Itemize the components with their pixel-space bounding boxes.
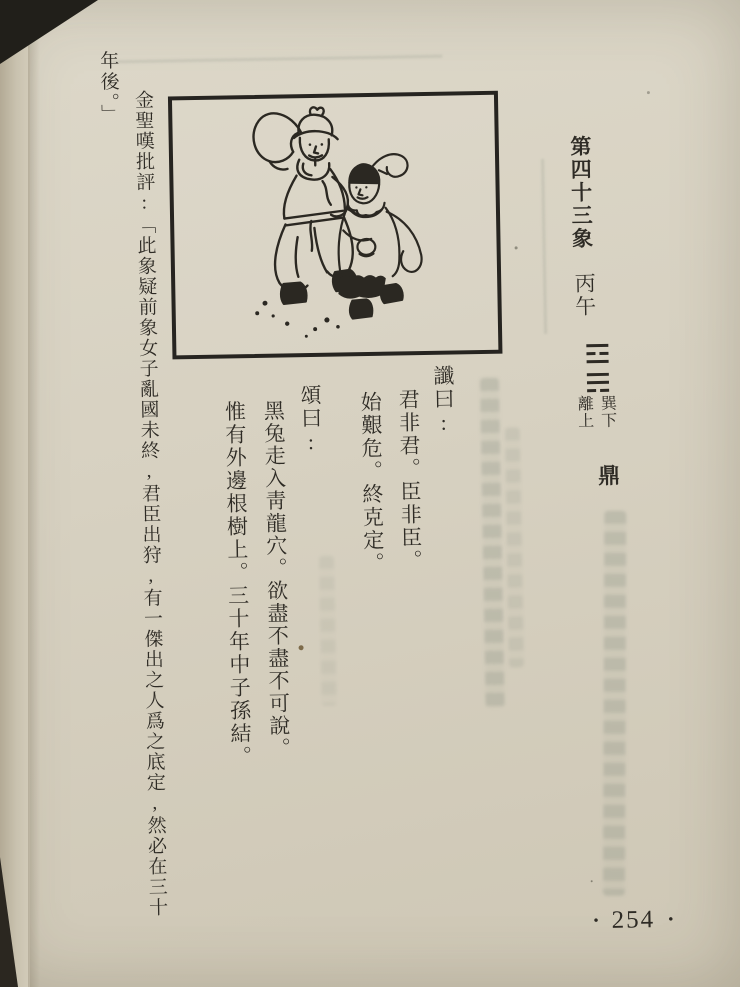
hexagram-line-solid bbox=[587, 373, 609, 376]
bleed-through-line bbox=[541, 159, 547, 334]
man-figure bbox=[253, 107, 358, 305]
page-number: 254 bbox=[611, 906, 656, 934]
paper-stain bbox=[591, 880, 593, 882]
song-verse-line: 惟有外邊根樹上。三十年中子孫結。 bbox=[222, 400, 253, 769]
page-number-row bbox=[593, 905, 674, 936]
hexagram-line-solid bbox=[587, 381, 609, 384]
chapter-title: 第四十三象 bbox=[567, 135, 594, 251]
hexagram-line-broken bbox=[586, 352, 608, 355]
chan-section-label: 讖曰: bbox=[430, 364, 456, 437]
commentary-continuation: 年後。」 bbox=[97, 50, 120, 126]
commentary-text: 金聖嘆批評:「此象疑前象女子亂國未終,君臣出狩,有一傑出之人爲之底定,然必在三十 bbox=[131, 89, 168, 918]
chan-verse-line: 始艱危。終克定。 bbox=[358, 390, 386, 576]
bleed-through-text bbox=[603, 511, 626, 896]
page-number-dot: • bbox=[667, 911, 674, 928]
paper-stain bbox=[647, 91, 650, 94]
bleed-through-text bbox=[480, 378, 505, 708]
chan-verse-line: 君非君。臣非臣。 bbox=[396, 388, 424, 573]
page-number-dot: • bbox=[593, 912, 599, 929]
song-section-label: 頌曰: bbox=[297, 383, 324, 457]
hexagram-line-solid bbox=[587, 360, 609, 363]
bleed-through-text bbox=[505, 427, 524, 667]
bleed-through-line bbox=[112, 55, 442, 64]
trigram-label-xun-below: 巽下 bbox=[598, 394, 616, 429]
bleed-through-text bbox=[319, 556, 337, 706]
cycle-label: 丙午 bbox=[572, 272, 597, 319]
illustration-frame bbox=[168, 91, 503, 360]
paper-stain bbox=[299, 645, 304, 650]
hexagram-line-solid bbox=[586, 344, 608, 347]
song-verse-line: 黑兔走入靑龍穴。欲盡不盡不可說。 bbox=[261, 399, 292, 760]
trigram-label-li-above: 離上 bbox=[575, 395, 593, 430]
illustration-two-figures bbox=[172, 95, 498, 356]
hexagram-line-broken bbox=[587, 389, 609, 392]
paper-stain bbox=[515, 246, 518, 249]
hexagram-ding-icon bbox=[585, 344, 610, 397]
child-figure bbox=[336, 154, 423, 319]
hexagram-name: 鼎 bbox=[595, 463, 621, 487]
ink-specks bbox=[255, 299, 340, 338]
